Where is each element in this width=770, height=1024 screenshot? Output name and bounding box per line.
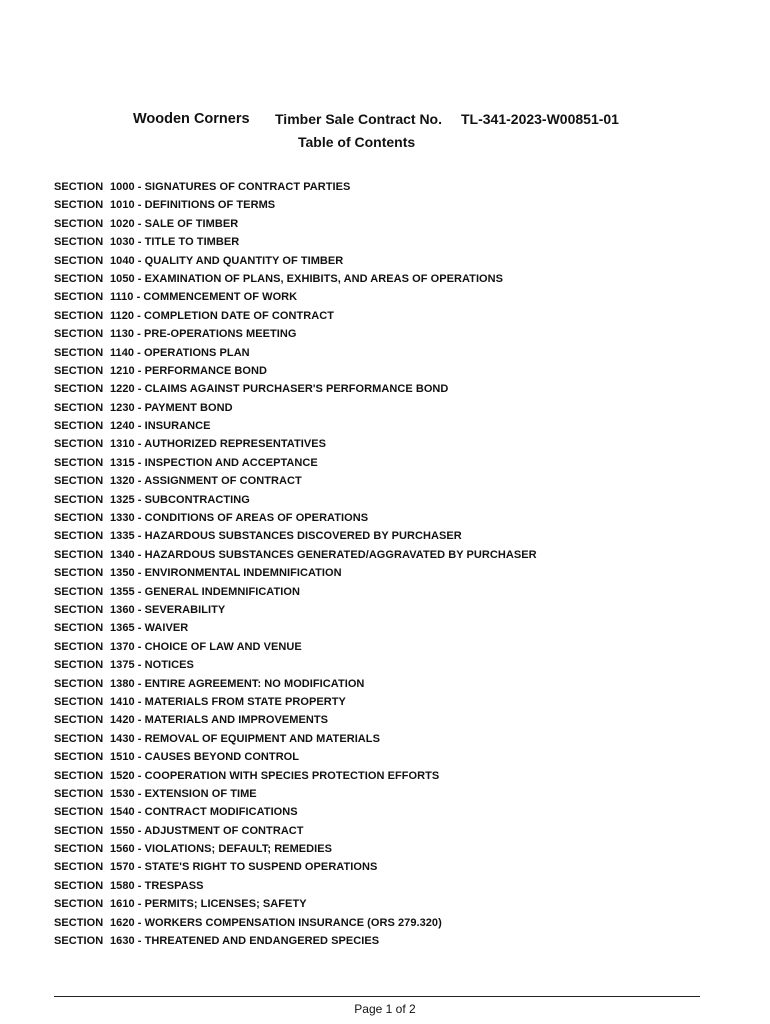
section-title: CONDITIONS OF AREAS OF OPERATIONS — [144, 512, 369, 525]
section-title: COMMENCEMENT OF WORK — [143, 291, 298, 304]
section-number: 1020 — [110, 217, 135, 230]
section-separator: - — [133, 291, 144, 304]
section-word: SECTION — [54, 254, 104, 267]
section-separator: - — [134, 420, 145, 433]
section-word: SECTION — [54, 843, 104, 856]
toc-entry — [54, 564, 734, 582]
section-number: 1110 — [110, 291, 134, 304]
section-separator: - — [134, 916, 145, 929]
toc-entry — [54, 803, 734, 821]
toc-entry — [54, 932, 734, 950]
toc-entry — [54, 711, 734, 729]
section-word: SECTION — [54, 364, 104, 377]
section-number: 1220 — [110, 383, 135, 396]
section-separator: - — [134, 383, 145, 396]
section-number: 1000 — [110, 181, 135, 193]
section-word: SECTION — [54, 806, 104, 819]
toc-entry — [54, 215, 734, 233]
toc-entry — [54, 325, 734, 343]
section-number: 1580 — [110, 879, 135, 892]
toc-entry — [54, 895, 734, 913]
section-separator: - — [134, 530, 145, 543]
section-separator: - — [134, 677, 145, 690]
section-separator: - — [134, 475, 145, 488]
section-word: SECTION — [54, 512, 104, 525]
section-number: 1630 — [110, 935, 135, 948]
section-number: 1320 — [110, 475, 135, 488]
section-word: SECTION — [54, 530, 104, 543]
section-word: SECTION — [54, 677, 104, 690]
section-number: 1140 — [110, 346, 135, 359]
table-of-contents — [54, 178, 734, 950]
section-title: EXTENSION OF TIME — [144, 787, 257, 800]
toc-entry — [54, 858, 734, 876]
toc-entry — [54, 527, 734, 545]
section-word: SECTION — [54, 456, 104, 469]
section-word: SECTION — [54, 217, 104, 230]
section-separator: - — [134, 328, 145, 341]
section-title: COOPERATION WITH SPECIES PROTECTION EFFORTS — [144, 769, 440, 782]
section-separator: - — [134, 659, 145, 672]
toc-entry — [54, 840, 734, 858]
toc-entry — [54, 307, 734, 325]
section-word: SECTION — [54, 935, 104, 948]
section-word: SECTION — [54, 585, 104, 598]
section-title: TRESPASS — [144, 879, 204, 892]
section-title: ADJUSTMENT OF CONTRACT — [144, 824, 304, 837]
section-separator: - — [134, 824, 145, 837]
section-separator: - — [134, 567, 145, 580]
section-word: SECTION — [54, 603, 104, 616]
toc-entry — [54, 435, 734, 453]
toc-entry — [54, 454, 734, 472]
section-word: SECTION — [54, 328, 104, 341]
section-number: 1240 — [110, 420, 135, 433]
section-word: SECTION — [54, 199, 104, 212]
section-number: 1420 — [110, 714, 135, 727]
toc-entry — [54, 619, 734, 637]
section-title: PRE-OPERATIONS MEETING — [144, 328, 297, 341]
section-separator: - — [134, 806, 145, 819]
section-word: SECTION — [54, 714, 104, 727]
section-word: SECTION — [54, 622, 104, 635]
section-number: 1010 — [110, 199, 135, 212]
section-word: SECTION — [54, 309, 104, 322]
section-title: WORKERS COMPENSATION INSURANCE (ORS 279.320) — [144, 916, 442, 929]
footer-divider — [54, 996, 700, 997]
contract-number: TL-341-2023-W00851-01 — [461, 111, 619, 127]
toc-entry — [54, 767, 734, 785]
toc-entry — [54, 380, 734, 398]
section-word: SECTION — [54, 567, 104, 580]
document-header — [0, 111, 770, 131]
section-title: HAZARDOUS SUBSTANCES GENERATED/AGGRAVATED BY PURCHASER — [144, 548, 537, 561]
section-separator: - — [134, 401, 145, 414]
toc-entry — [54, 491, 734, 509]
section-separator: - — [134, 548, 145, 561]
section-separator: - — [134, 346, 145, 359]
section-separator: - — [134, 493, 145, 506]
toc-entry — [54, 638, 734, 656]
section-number: 1355 — [110, 585, 135, 598]
section-separator: - — [134, 843, 145, 856]
toc-entry — [54, 344, 734, 362]
contract-label: Timber Sale Contract No. — [275, 111, 443, 127]
section-number: 1620 — [110, 916, 135, 929]
section-separator: - — [134, 879, 145, 892]
section-separator: - — [134, 254, 145, 267]
section-title: STATE'S RIGHT TO SUSPEND OPERATIONS — [144, 861, 378, 874]
section-title: CONTRACT MODIFICATIONS — [144, 806, 298, 819]
toc-entry — [54, 178, 734, 196]
section-separator: - — [134, 438, 145, 451]
section-word: SECTION — [54, 236, 104, 249]
toc-entry — [54, 472, 734, 490]
section-title: INSPECTION AND ACCEPTANCE — [144, 456, 318, 469]
section-title: ASSIGNMENT OF CONTRACT — [144, 475, 302, 488]
toc-entry — [54, 583, 734, 601]
section-title: AUTHORIZED REPRESENTATIVES — [144, 438, 326, 451]
section-separator: - — [134, 935, 145, 948]
section-separator: - — [134, 512, 145, 525]
section-word: SECTION — [54, 346, 104, 359]
section-number: 1360 — [110, 603, 135, 616]
page-number: Page 1 of 2 — [354, 1002, 416, 1016]
toc-entry — [54, 399, 734, 417]
section-separator: - — [134, 640, 145, 653]
toc-entry — [54, 509, 734, 527]
toc-entry — [54, 822, 734, 840]
section-separator: - — [134, 695, 145, 708]
toc-entry — [54, 546, 734, 564]
section-word: SECTION — [54, 916, 104, 929]
section-separator: - — [134, 787, 145, 800]
toc-entry — [54, 675, 734, 693]
section-number: 1350 — [110, 567, 135, 580]
section-title: WAIVER — [144, 622, 189, 635]
section-title: CLAIMS AGAINST PURCHASER'S PERFORMANCE BOND — [144, 383, 449, 396]
section-title: MATERIALS FROM STATE PROPERTY — [144, 695, 346, 708]
section-title: NOTICES — [144, 659, 194, 672]
section-title: EXAMINATION OF PLANS, EXHIBITS, AND AREAS OF OPERATIONS — [144, 272, 504, 285]
toc-entry — [54, 730, 734, 748]
section-number: 1610 — [110, 898, 135, 911]
section-title: SEVERABILITY — [144, 603, 226, 616]
section-title: SUBCONTRACTING — [144, 493, 250, 506]
section-word: SECTION — [54, 475, 104, 488]
section-title: ENTIRE AGREEMENT: NO MODIFICATION — [144, 677, 365, 690]
section-word: SECTION — [54, 861, 104, 874]
section-number: 1335 — [110, 530, 135, 543]
section-separator: - — [134, 309, 145, 322]
section-title: COMPLETION DATE OF CONTRACT — [144, 309, 334, 322]
section-number: 1120 — [110, 309, 135, 322]
section-number: 1315 — [110, 456, 135, 469]
toc-entry — [54, 914, 734, 932]
section-title: VIOLATIONS; DEFAULT; REMEDIES — [144, 843, 333, 856]
section-number: 1340 — [110, 548, 135, 561]
section-separator: - — [134, 861, 145, 874]
section-title: PERMITS; LICENSES; SAFETY — [144, 898, 307, 911]
section-separator: - — [134, 732, 145, 745]
toc-entry — [54, 748, 734, 766]
section-separator: - — [134, 236, 145, 249]
section-word: SECTION — [54, 401, 104, 414]
section-separator: - — [134, 456, 145, 469]
section-word: SECTION — [54, 659, 104, 672]
section-word: SECTION — [54, 272, 104, 285]
section-word: SECTION — [54, 493, 104, 506]
section-title: SALE OF TIMBER — [144, 217, 239, 230]
section-title: DEFINITIONS OF TERMS — [144, 199, 276, 212]
section-title: HAZARDOUS SUBSTANCES DISCOVERED BY PURCHASER — [144, 530, 462, 543]
section-number: 1330 — [110, 512, 135, 525]
section-word: SECTION — [54, 291, 104, 304]
section-word: SECTION — [54, 879, 104, 892]
section-title: PAYMENT BOND — [144, 401, 233, 414]
section-separator: - — [134, 272, 145, 285]
section-number: 1325 — [110, 493, 135, 506]
toc-entry — [54, 601, 734, 619]
section-word: SECTION — [54, 769, 104, 782]
section-number: 1210 — [110, 364, 135, 377]
section-number: 1130 — [110, 328, 135, 341]
section-word: SECTION — [54, 181, 104, 193]
section-title: INSURANCE — [144, 420, 211, 433]
sale-name: Wooden Corners — [133, 111, 250, 127]
section-number: 1570 — [110, 861, 135, 874]
section-number: 1370 — [110, 640, 135, 653]
section-word: SECTION — [54, 548, 104, 561]
section-word: SECTION — [54, 787, 104, 800]
section-title: OPERATIONS PLAN — [144, 346, 250, 359]
section-word: SECTION — [54, 420, 104, 433]
toc-entry — [54, 877, 734, 895]
section-number: 1380 — [110, 677, 135, 690]
section-separator: - — [134, 199, 145, 212]
section-separator: - — [134, 898, 145, 911]
toc-entry — [54, 252, 734, 270]
section-word: SECTION — [54, 640, 104, 653]
toc-entry — [54, 362, 734, 380]
section-word: SECTION — [54, 695, 104, 708]
section-word: SECTION — [54, 751, 104, 764]
section-number: 1560 — [110, 843, 135, 856]
section-separator: - — [134, 364, 145, 377]
section-separator: - — [134, 585, 145, 598]
section-separator: - — [134, 217, 145, 230]
section-word: SECTION — [54, 438, 104, 451]
section-word: SECTION — [54, 824, 104, 837]
section-number: 1365 — [110, 622, 135, 635]
section-title: CAUSES BEYOND CONTROL — [144, 751, 300, 764]
section-title: PERFORMANCE BOND — [144, 364, 268, 377]
section-title: ENVIRONMENTAL INDEMNIFICATION — [144, 567, 342, 580]
section-title: SIGNATURES OF CONTRACT PARTIES — [144, 181, 351, 193]
section-word: SECTION — [54, 383, 104, 396]
section-title: REMOVAL OF EQUIPMENT AND MATERIALS — [144, 732, 380, 745]
section-number: 1030 — [110, 236, 135, 249]
section-separator: - — [134, 751, 145, 764]
section-number: 1310 — [110, 438, 135, 451]
toc-entry — [54, 785, 734, 803]
section-title: CHOICE OF LAW AND VENUE — [144, 640, 302, 653]
section-number: 1510 — [110, 751, 135, 764]
toc-entry — [54, 288, 734, 306]
section-title: GENERAL INDEMNIFICATION — [144, 585, 300, 598]
section-word: SECTION — [54, 732, 104, 745]
toc-entry — [54, 656, 734, 674]
section-number: 1410 — [110, 695, 135, 708]
toc-entry — [54, 417, 734, 435]
section-separator: - — [134, 622, 145, 635]
section-number: 1040 — [110, 254, 135, 267]
toc-entry — [54, 270, 734, 288]
toc-entry — [54, 196, 734, 214]
section-number: 1530 — [110, 787, 135, 800]
section-number: 1230 — [110, 401, 135, 414]
section-separator: - — [134, 769, 145, 782]
document-subtitle: Table of Contents — [298, 134, 416, 150]
section-separator: - — [134, 714, 145, 727]
section-number: 1550 — [110, 824, 135, 837]
section-number: 1540 — [110, 806, 135, 819]
section-separator: - — [134, 603, 145, 616]
section-title: MATERIALS AND IMPROVEMENTS — [144, 714, 329, 727]
toc-entry — [54, 233, 734, 251]
section-number: 1520 — [110, 769, 135, 782]
section-title: TITLE TO TIMBER — [144, 236, 240, 249]
section-title: QUALITY AND QUANTITY OF TIMBER — [144, 254, 344, 267]
section-separator: - — [134, 181, 145, 193]
section-title: THREATENED AND ENDANGERED SPECIES — [144, 935, 380, 948]
section-word: SECTION — [54, 898, 104, 911]
toc-entry — [54, 693, 734, 711]
section-number: 1430 — [110, 732, 135, 745]
section-number: 1050 — [110, 272, 135, 285]
section-number: 1375 — [110, 659, 135, 672]
